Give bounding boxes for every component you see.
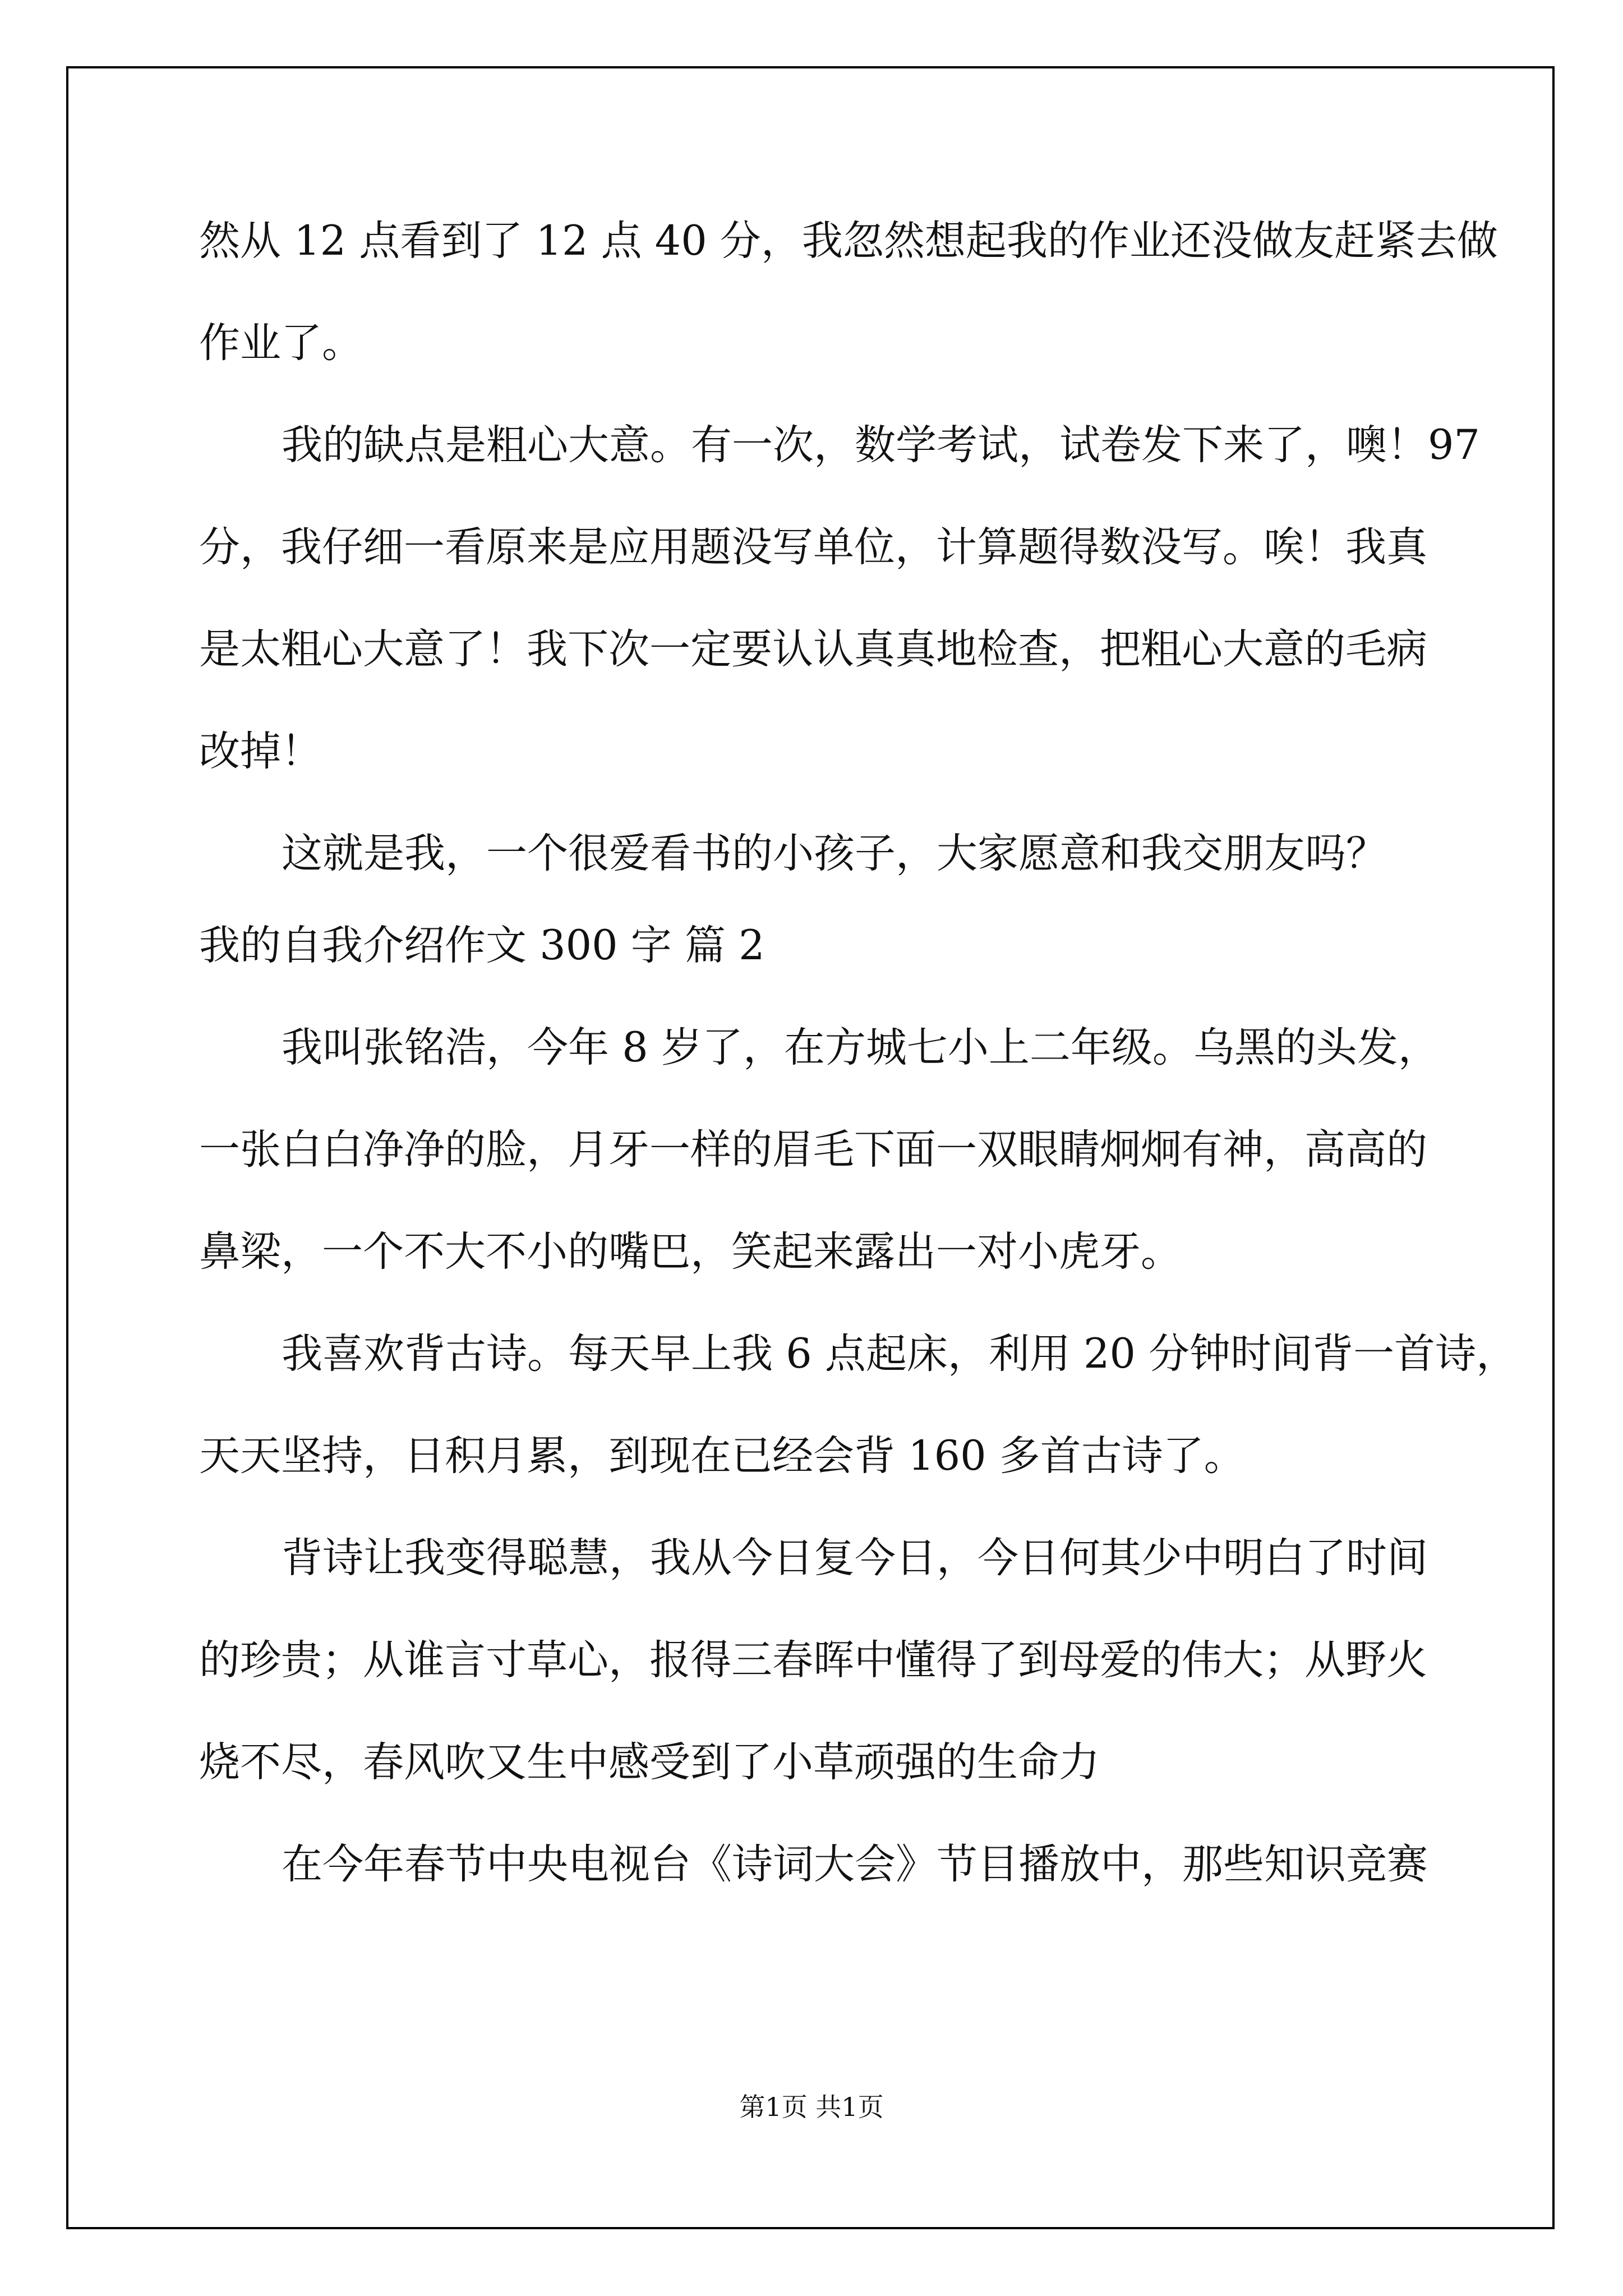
text-line: 鼻梁，一个不大不小的嘴巴，笑起来露出一对小虎牙。	[199, 1228, 1182, 1276]
text-line: 然从 12 点看到了 12 点 40 分，我忽然想起我的作业还没做友赶紧去做	[199, 217, 1498, 265]
page-footer: 第1页 共1页	[739, 2092, 884, 2122]
text-line: 一张白白净净的脸，月牙一样的眉毛下面一双眼睛炯炯有神，高高的	[199, 1126, 1427, 1174]
text-line: 我的缺点是粗心大意。有一次，数学考试，试卷发下来了，噢！97	[282, 421, 1480, 469]
text-line: 作业了。	[199, 319, 363, 367]
text-line: 我叫张铭浩，今年 8 岁了，在方城七小上二年级。乌黑的头发，	[282, 1024, 1439, 1071]
text-line: 背诗让我变得聪慧，我从今日复今日，今日何其少中明白了时间	[282, 1534, 1428, 1582]
text-line: 我喜欢背古诗。每天早上我 6 点起床，利用 20 分钟时间背一首诗，	[282, 1330, 1518, 1378]
section-heading: 我的自我介绍作文 300 字 篇 2	[199, 922, 765, 969]
text-line: 是太粗心大意了！我下次一定要认认真真地检查，把粗心大意的毛病	[199, 625, 1427, 673]
text-line: 分，我仔细一看原来是应用题没写单位，计算题得数没写。唉！我真	[199, 523, 1427, 571]
text-line: 在今年春节中央电视台《诗词大会》节目播放中，那些知识竞赛	[282, 1841, 1428, 1888]
text-line: 天天坚持，日积月累，到现在已经会背 160 多首古诗了。	[199, 1432, 1245, 1480]
text-line: 这就是我，一个很爱看书的小孩子，大家愿意和我交朋友吗？	[282, 830, 1387, 877]
text-line: 的珍贵；从谁言寸草心，报得三春晖中懂得了到母爱的伟大；从野火	[199, 1636, 1427, 1684]
text-line: 烧不尽，春风吹又生中感受到了小草顽强的生命力	[199, 1738, 1100, 1786]
text-line: 改掉！	[199, 728, 322, 775]
